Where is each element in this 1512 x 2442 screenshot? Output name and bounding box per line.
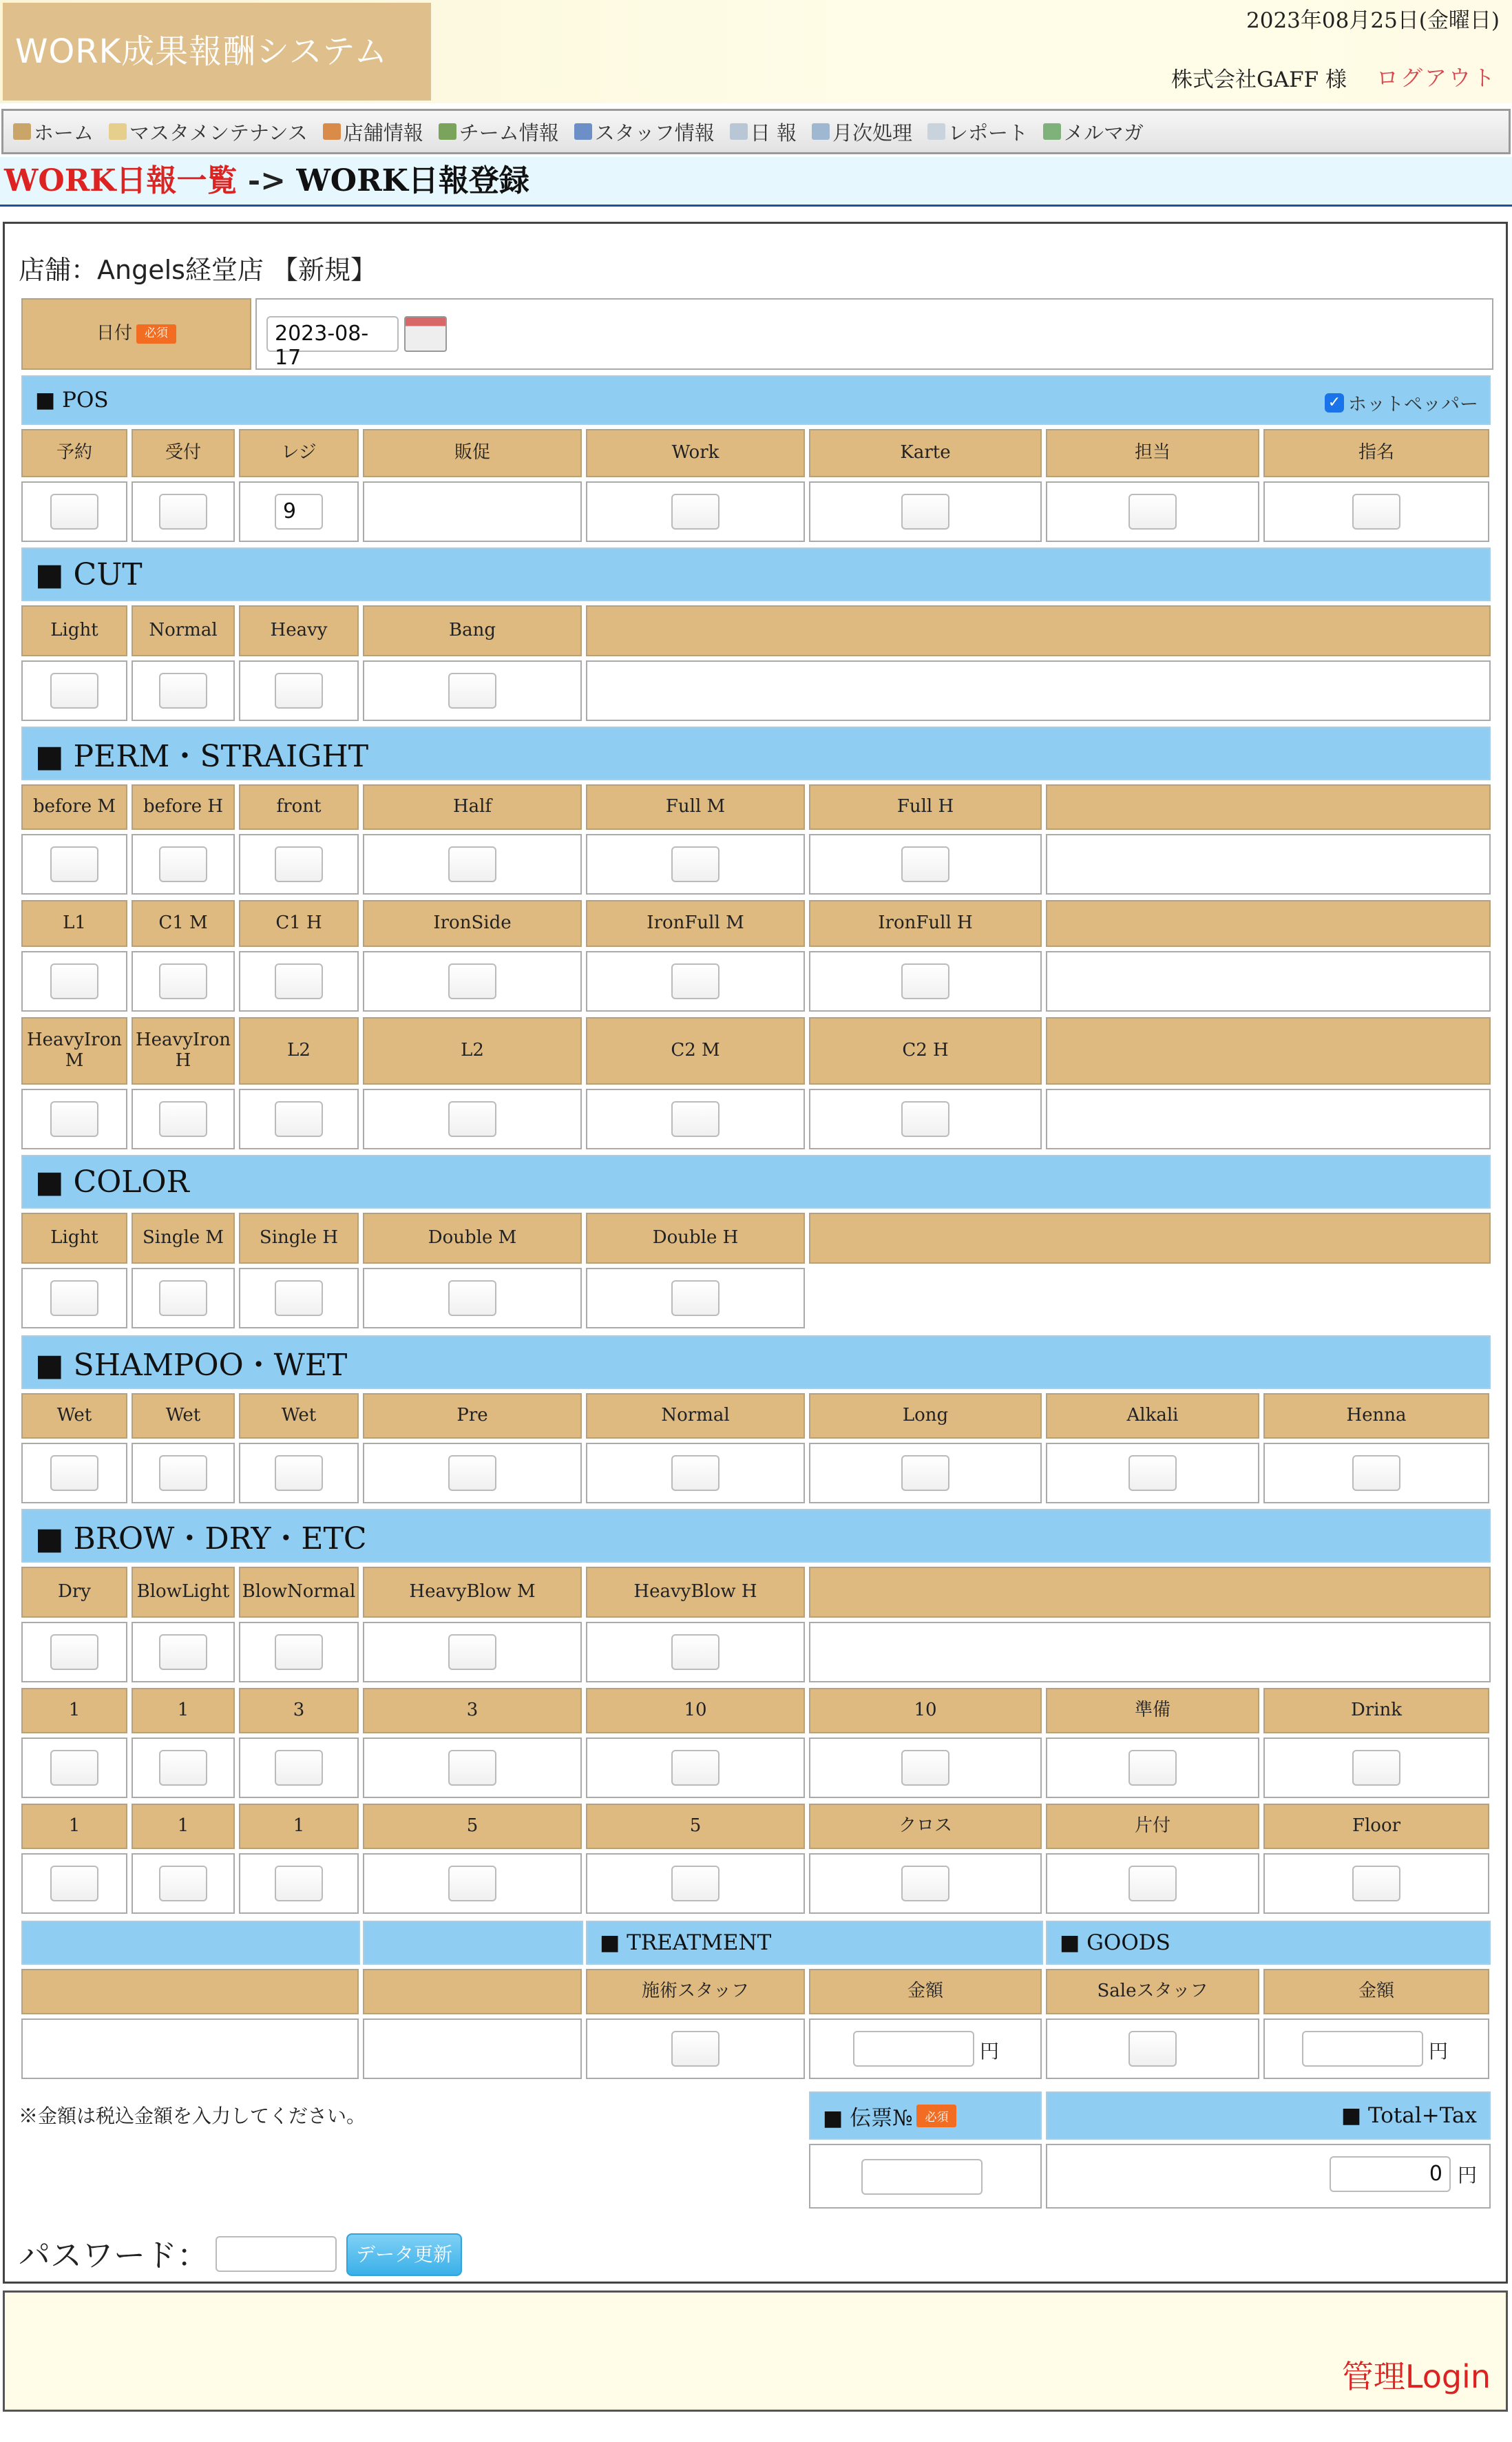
staff-icon [574, 123, 592, 140]
color-section-bar: ■ COLOR [21, 1155, 1491, 1209]
password-input[interactable] [216, 2236, 337, 2272]
required-badge: 必須 [136, 324, 176, 344]
brow-row1-checkbox[interactable] [671, 1634, 720, 1670]
monthly-icon [812, 123, 830, 140]
brow-row1-header: HeavyBlow H [586, 1567, 805, 1618]
footer [3, 2290, 1508, 2412]
perm-row2-checkbox[interactable] [448, 963, 496, 999]
pos-header: 予約 [21, 429, 127, 477]
brow-row2-checkbox[interactable] [901, 1750, 949, 1786]
perm-row2-header: C1 M [132, 900, 235, 947]
perm-row3-header: L2 [239, 1017, 359, 1085]
perm-row3-checkbox[interactable] [901, 1101, 949, 1137]
brow-row1-header: BlowLight [132, 1567, 235, 1618]
perm-row1-header: Half [363, 784, 582, 830]
breadcrumb-link-list[interactable]: WORK日報一覧 [4, 163, 238, 198]
cut-section-bar: ■ CUT [21, 547, 1491, 601]
brow-row1-header-blank [809, 1567, 1491, 1618]
cut-checkbox[interactable] [448, 673, 496, 709]
perm-row1-checkbox[interactable] [448, 846, 496, 882]
color-header: Single M [132, 1213, 235, 1264]
hotpepper-toggle[interactable] [1325, 389, 1478, 416]
perm-row2-checkbox[interactable] [159, 963, 207, 999]
brow-row1-checkbox[interactable] [275, 1634, 323, 1670]
brow-row3-checkbox[interactable] [901, 1866, 949, 1901]
yen-label: 円 [1429, 2040, 1449, 2063]
brow-row3-header: 1 [239, 1804, 359, 1849]
nav-item-daily[interactable]: 日 報 [730, 118, 797, 146]
goods-amount-input[interactable] [1302, 2031, 1423, 2067]
shampoo-header: Wet [239, 1393, 359, 1439]
cut-header-blank [586, 605, 1491, 656]
update-data-button[interactable]: データ更新 [346, 2233, 462, 2276]
color-header: Double H [586, 1213, 805, 1264]
shampoo-header: Long [809, 1393, 1042, 1439]
nav-item-store[interactable]: 店舗情報 [323, 118, 423, 146]
perm-row2-checkbox[interactable] [50, 963, 98, 999]
perm-row2-checkbox[interactable] [275, 963, 323, 999]
brow-row3-header: 片付 [1046, 1804, 1259, 1849]
admin-login-link[interactable]: 管理Login [1341, 2358, 1491, 2395]
pos-checkbox[interactable] [50, 494, 98, 530]
yen-label: 円 [1458, 2164, 1478, 2187]
brow-row1-checkbox[interactable] [448, 1634, 496, 1670]
perm-row2-blank-cell [1046, 951, 1491, 1012]
color-header: Light [21, 1213, 127, 1264]
perm-row1-blank-cell [1046, 834, 1491, 895]
blank-cell [21, 2018, 359, 2079]
perm-row3-checkbox[interactable] [448, 1101, 496, 1137]
brow-row2-checkbox[interactable] [50, 1750, 98, 1786]
perm-row1-checkbox[interactable] [159, 846, 207, 882]
pos-checkbox[interactable] [901, 494, 949, 530]
nav-item-monthly[interactable]: 月次処理 [812, 118, 912, 146]
brow-row1-checkbox[interactable] [50, 1634, 98, 1670]
pos-header: Karte [809, 429, 1042, 477]
brow-row1-header: BlowNormal [239, 1567, 359, 1618]
breadcrumb-current: WORK日報登録 [296, 163, 529, 198]
perm-row1-header: before M [21, 784, 127, 830]
brow-row2-header: 10 [586, 1688, 805, 1733]
main-nav [1, 109, 1511, 154]
brow-row3-checkbox[interactable] [275, 1866, 323, 1901]
perm-row3-header: HeavyIron H [132, 1017, 235, 1085]
store-icon [323, 123, 341, 140]
tax-note: ※金額は税込金額を入力してください。 [19, 2105, 366, 2127]
perm-row3-checkbox[interactable] [671, 1101, 720, 1137]
current-date: 2023年08月25日(金曜日) [1246, 8, 1500, 33]
shampoo-checkbox[interactable] [901, 1455, 949, 1491]
pos-checkbox[interactable] [671, 494, 720, 530]
brow-row2-checkbox[interactable] [1128, 1750, 1177, 1786]
blank-header [363, 1969, 582, 2014]
breadcrumb-separator: -> [237, 163, 297, 198]
pos-section-bar: ■ POS [21, 375, 1491, 425]
company-name: 株式会社GAFF 様 [1170, 67, 1347, 92]
store-heading: 店舗：Angels経堂店 【新規】 [19, 255, 377, 285]
brow-row3-checkbox[interactable] [448, 1866, 496, 1901]
cut-header: Bang [363, 605, 582, 656]
brow-row1-checkbox[interactable] [159, 1634, 207, 1670]
perm-row2-checkbox[interactable] [671, 963, 720, 999]
checkbox-checked-icon[interactable]: ✓ [1325, 393, 1344, 413]
treatment-amount-header: 金額 [809, 1969, 1042, 2014]
brow-row3-checkbox[interactable] [159, 1866, 207, 1901]
color-header: Single H [239, 1213, 359, 1264]
brow-row3-header: 5 [363, 1804, 582, 1849]
cut-blank-cell [586, 660, 1491, 721]
perm-row2-header-blank [1046, 900, 1491, 947]
color-checkbox[interactable] [275, 1280, 323, 1316]
perm-row1-checkbox[interactable] [901, 846, 949, 882]
brow-row2-checkbox[interactable] [448, 1750, 496, 1786]
goods-section-bar: ■ GOODS [1046, 1921, 1491, 1965]
slip-number-bar: ■ 伝票№ 必須 [809, 2091, 1042, 2140]
color-checkbox[interactable] [50, 1280, 98, 1316]
goods-amount-header: 金額 [1263, 1969, 1489, 2014]
mail-icon [1043, 123, 1061, 140]
brow-row3-header: 1 [132, 1804, 235, 1849]
pos-header: レジ [239, 429, 359, 477]
pencil-icon [109, 123, 127, 140]
perm-row3-header: C2 H [809, 1017, 1042, 1085]
brow-row3-checkbox[interactable] [671, 1866, 720, 1901]
treatment-amount-input[interactable] [853, 2031, 974, 2067]
pos-checkbox[interactable] [1128, 494, 1177, 530]
brow-row2-header: 10 [809, 1688, 1042, 1733]
home-icon [13, 123, 31, 140]
blank-bar-mid [363, 1921, 583, 1965]
treatment-staff-header: 施術スタッフ [586, 1969, 805, 2014]
slip-number-input[interactable] [861, 2159, 983, 2195]
perm-row3-header: C2 M [586, 1017, 805, 1085]
brow-row2-checkbox[interactable] [671, 1750, 720, 1786]
brow-row2-header: 1 [21, 1688, 127, 1733]
blank-header [21, 1969, 359, 2014]
report-form [3, 222, 1508, 2284]
total-bar: ■ Total+Tax [1046, 2091, 1491, 2140]
nav-item-master[interactable]: マスタメンテナンス [109, 118, 308, 146]
color-checkbox[interactable] [671, 1280, 720, 1316]
hotpepper-label: ホットペッパー [1348, 394, 1478, 415]
brow-row3-checkbox[interactable] [50, 1866, 98, 1901]
report-icon [730, 123, 748, 140]
treatment-staff-select[interactable] [671, 2031, 720, 2067]
brow-row2-header: 1 [132, 1688, 235, 1733]
brow-row2-header: Drink [1263, 1688, 1489, 1733]
shampoo-header: Normal [586, 1393, 805, 1439]
pos-header: 受付 [132, 429, 235, 477]
blank-bar-left [21, 1921, 360, 1965]
document-icon [927, 123, 945, 140]
brow-row2-checkbox[interactable] [275, 1750, 323, 1786]
perm-row3-checkbox[interactable] [50, 1101, 98, 1137]
app-title: WORK成果報酬システム [3, 3, 431, 101]
brow-row3-header: クロス [809, 1804, 1042, 1849]
nav-item-staff[interactable]: スタッフ情報 [574, 118, 715, 146]
brow-row1-blank-cell [809, 1622, 1491, 1682]
perm-row1-header: Full M [586, 784, 805, 830]
brow-row2-header: 3 [363, 1688, 582, 1733]
shampoo-header: Pre [363, 1393, 582, 1439]
calendar-icon[interactable] [404, 316, 447, 352]
shampoo-header: Wet [132, 1393, 235, 1439]
app-header [0, 0, 1512, 103]
perm-row2-header: L1 [21, 900, 127, 947]
pos-cell [363, 481, 582, 542]
brow-row1-header: HeavyBlow M [363, 1567, 582, 1618]
brow-row1-header: Dry [21, 1567, 127, 1618]
goods-staff-select[interactable] [1128, 2031, 1177, 2067]
cut-header: Normal [132, 605, 235, 656]
color-header: Double M [363, 1213, 582, 1264]
brow-row2-header: 3 [239, 1688, 359, 1733]
perm-row1-checkbox[interactable] [275, 846, 323, 882]
cut-checkbox[interactable] [159, 673, 207, 709]
pos-checkbox[interactable] [159, 494, 207, 530]
blank-cell [363, 2018, 582, 2079]
total-value: 0 [1330, 2156, 1451, 2192]
shampoo-checkbox[interactable] [50, 1455, 98, 1491]
perm-row2-checkbox[interactable] [901, 963, 949, 999]
brow-row2-header: 準備 [1046, 1688, 1259, 1733]
perm-row3-checkbox[interactable] [159, 1101, 207, 1137]
nav-item-team[interactable]: チーム情報 [439, 118, 559, 146]
pos-header: 指名 [1263, 429, 1489, 477]
perm-row2-header: IronSide [363, 900, 582, 947]
perm-row1-header: front [239, 784, 359, 830]
shampoo-checkbox[interactable] [448, 1455, 496, 1491]
cut-checkbox[interactable] [275, 673, 323, 709]
logout-link[interactable]: ログアウト [1376, 65, 1497, 91]
cut-header: Heavy [239, 605, 359, 656]
pos-header: 担当 [1046, 429, 1259, 477]
cut-checkbox[interactable] [50, 673, 98, 709]
color-header-blank [809, 1213, 1491, 1264]
perm-row3-header-blank [1046, 1017, 1491, 1085]
nav-item-report[interactable]: レポート [927, 118, 1028, 146]
date-input[interactable]: 2023-08-17 [266, 316, 399, 352]
color-checkbox[interactable] [159, 1280, 207, 1316]
perm-row1-header-blank [1046, 784, 1491, 830]
nav-item-home[interactable]: ホーム [13, 118, 94, 146]
shampoo-checkbox[interactable] [159, 1455, 207, 1491]
team-icon [439, 123, 456, 140]
yen-label: 円 [980, 2040, 1000, 2063]
pos-header: Work [586, 429, 805, 477]
cut-header: Light [21, 605, 127, 656]
perm-row1-checkbox[interactable] [671, 846, 720, 882]
date-label-cell: 日付 必須 [21, 298, 251, 370]
pos-checkbox[interactable] [1352, 494, 1400, 530]
perm-row3-header: L2 [363, 1017, 582, 1085]
shampoo-checkbox[interactable] [671, 1455, 720, 1491]
brow-row2-checkbox[interactable] [159, 1750, 207, 1786]
shampoo-checkbox[interactable] [1352, 1455, 1400, 1491]
pos-header: 販促 [363, 429, 582, 477]
color-checkbox[interactable] [448, 1280, 496, 1316]
required-badge: 必須 [916, 2105, 956, 2127]
perm-row1-header: before H [132, 784, 235, 830]
reji-input[interactable]: 9 [275, 494, 323, 530]
shampoo-header: Alkali [1046, 1393, 1259, 1439]
goods-staff-header: Saleスタッフ [1046, 1969, 1259, 2014]
perm-section-bar: ■ PERM・STRAIGHT [21, 727, 1491, 780]
perm-row3-header: HeavyIron M [21, 1017, 127, 1085]
treatment-section-bar: ■ TREATMENT [586, 1921, 1043, 1965]
shampoo-checkbox[interactable] [275, 1455, 323, 1491]
brow-row3-header: Floor [1263, 1804, 1489, 1849]
perm-row2-header: C1 H [239, 900, 359, 947]
password-label: パスワード： [19, 2237, 209, 2274]
perm-row3-checkbox[interactable] [275, 1101, 323, 1137]
brow-section-bar: ■ BROW・DRY・ETC [21, 1509, 1491, 1563]
shampoo-header: Henna [1263, 1393, 1489, 1439]
nav-item-mailmag[interactable]: メルマガ [1043, 118, 1144, 146]
perm-row3-blank-cell [1046, 1089, 1491, 1149]
brow-row2-checkbox[interactable] [1352, 1750, 1400, 1786]
brow-row3-header: 1 [21, 1804, 127, 1849]
perm-row2-header: IronFull M [586, 900, 805, 947]
shampoo-header: Wet [21, 1393, 127, 1439]
brow-row3-header: 5 [586, 1804, 805, 1849]
brow-row3-checkbox[interactable] [1352, 1866, 1400, 1901]
shampoo-checkbox[interactable] [1128, 1455, 1177, 1491]
perm-row1-header: Full H [809, 784, 1042, 830]
breadcrumb [0, 157, 1512, 207]
shampoo-section-bar: ■ SHAMPOO・WET [21, 1335, 1491, 1389]
brow-row3-checkbox[interactable] [1128, 1866, 1177, 1901]
perm-row1-checkbox[interactable] [50, 846, 98, 882]
perm-row2-header: IronFull H [809, 900, 1042, 947]
